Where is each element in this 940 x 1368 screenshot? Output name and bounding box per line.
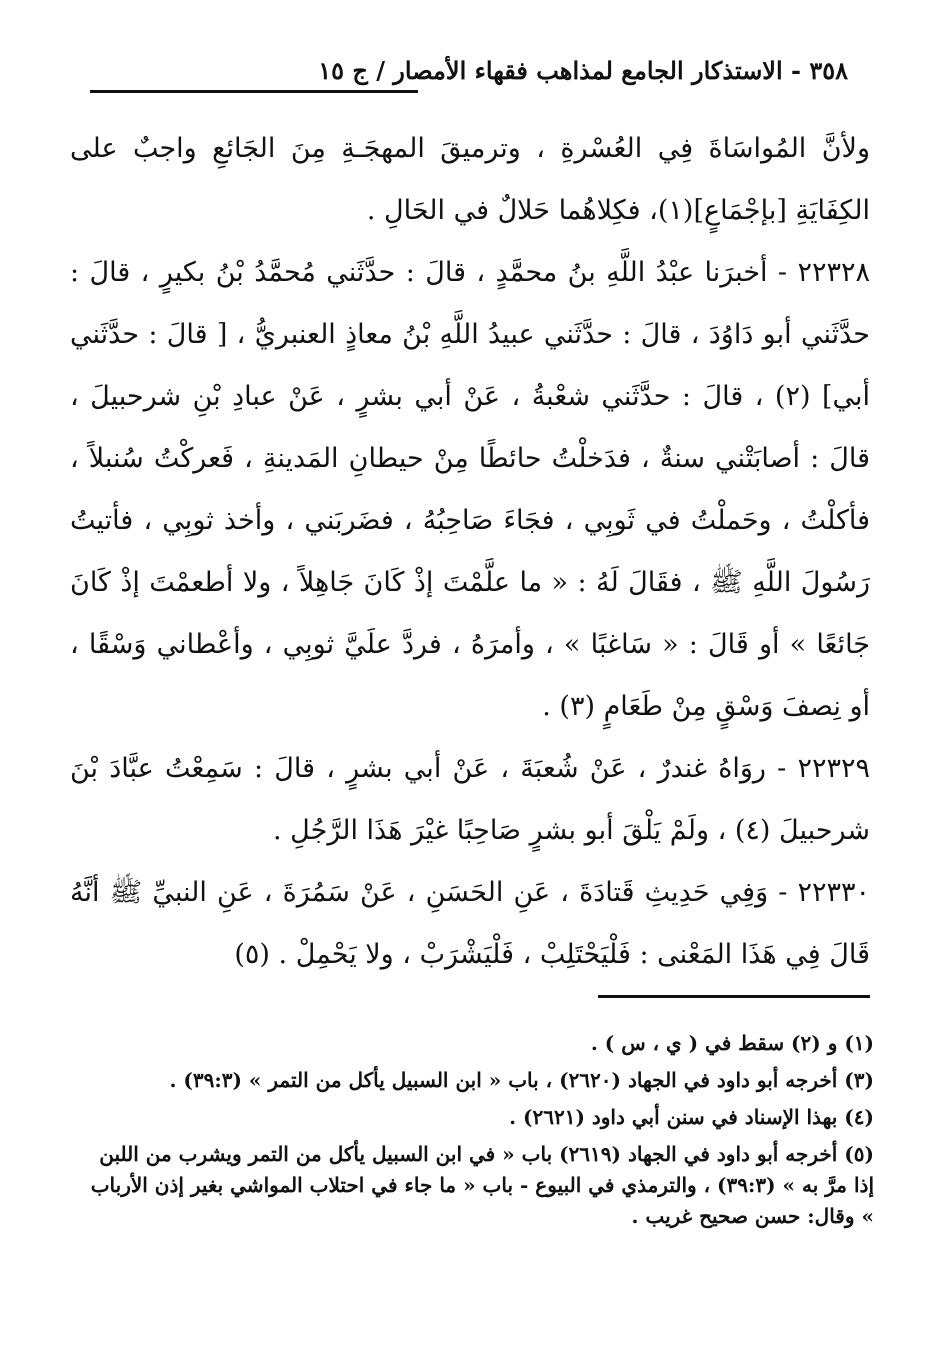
running-header: ٣٥٨ - الاستذكار الجامع لمذاهب فقهاء الأمصار / ج ١٥ (318, 56, 848, 85)
paragraph-22329: ٢٢٣٢٩ - روَاهُ غندرٌ ، عَنْ شُعبَةَ ، عَنْ أبي بشرٍ ، قالَ : سَمِعْتُ عبَّادَ بْنَ شرحبيلَ (٤) ، ولَمْ يَلْقَ أبو بشرٍ صَاحِبًا غيْرَ هَذَا الرَّجُلِ . (70, 753, 870, 846)
footnote-4: (٤) بهذا الإسناد في سنن أبي داود (٢٦٢١) . (509, 1105, 874, 1129)
paragraph-intro: ولأنَّ المُواسَاةَ فِي العُسْرةِ ، وترميقَ المهجَـةِ مِنَ الجَائعِ واجبٌ على الكِفَايَةِ [بإجْمَاعٍ](١)، فكِلاهُما حَلالٌ في الحَالِ . (70, 133, 870, 226)
footnotes (90, 1028, 874, 1238)
paragraph-22330: ٢٢٣٣٠ - وَفِي حَدِيثِ قَتادَةَ ، عَنِ الحَسَنِ ، عَنْ سَمُرَةَ ، عَنِ النبيِّ ﷺ أنَّهُ قَالَ فِي هَذَا المَعْنى : فَلْيَحْتَلِبْ ، فَلْيَشْرَبْ ، ولا يَحْمِلْ . (٥) (70, 877, 870, 970)
footnote-5: (٥) أخرجه أبو داود في الجهاد (٢٦١٩) باب « في ابن السبيل يأكل من التمر ويشرب من اللبن إذا مرَّ به » (٣٩:٣) ، والترمذي في البيوع - باب « ما جاء في احتلاب المواشي بغير إذن الأرباب » وقال: حسن صحيح غريب . (90, 1142, 874, 1228)
header-rule (90, 90, 418, 93)
main-text (70, 118, 870, 986)
footnote-3: (٣) أخرجه أبو داود في الجهاد (٢٦٢٠) ، باب « ابن السبيل يأكل من التمر » (٣٩:٣) . (169, 1068, 874, 1092)
footnote-1-2: (١) و (٢) سقط في ( ي ، س ) . (590, 1031, 874, 1055)
footnote-rule (598, 995, 870, 998)
paragraph-22328: ٢٢٣٢٨ - أخبرَنا عبْدُ اللَّهِ بنُ محمَّدٍ ، قالَ : حدَّثَني مُحمَّدُ بْنُ بكيرٍ ، قالَ : حدَّثَني أبو دَاوُدَ ، قالَ : حدَّثَني عبيدُ اللَّهِ بْنُ معاذٍ العنبريُّ ، [ قالَ : حدَّثَني أبي] (٢) ، قالَ : حدَّثَني شعْبةُ ، عَنْ أبي بشرٍ ، عَنْ عبادِ بْنِ شرحبيلَ ، قالَ : أصابَتْني سنةٌ ، فدَخلْتُ حائطًا مِنْ حيطانِ المَدينةِ ، فَعركْتُ سُنبلاً ، فأكلْتُ ، وحَملْتُ في ثَوبِي ، فجَاءَ صَاحِبُهُ ، فضَربَني ، وأخذ ثوبِي ، فأتيتُ رَسُولَ اللَّهِ ﷺ ، فقَالَ لَهُ : « ما علَّمْتَ إذْ كَانَ جَاهِلاً ، ولا أطعمْتَ إذْ كَانَ جَائعًا » أو قَالَ : « سَاغبًا » ، وأمرَهُ ، فردَّ علَيَّ ثوبِي ، وأعْطاني وَسْقًا ، أو نِصفَ وَسْقٍ مِنْ طَعَامٍ (٣) . (70, 257, 871, 722)
